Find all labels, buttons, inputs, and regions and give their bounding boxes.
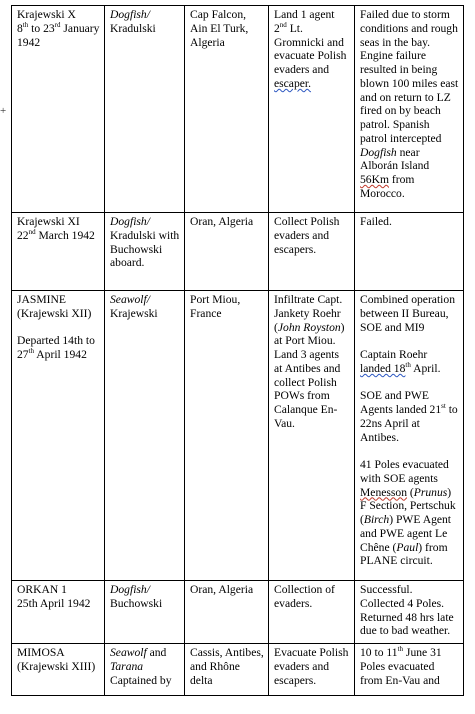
table-row [12,291,464,581]
result-cell: 10 to 11th June 31 Poles evacuated from En-Vau and [355,644,464,696]
objective-cell: Infiltrate Capt. Jankety Roehr (John Royston) at Port Miou. Land 3 agents at Antibes and collect Polish POWs from Calanque En-Vau. [269,291,355,581]
vessel-cell: Dogfish/ Buchowski [105,581,185,644]
vessel-cell: Seawolf/ Krajewski [105,291,185,581]
objective-cell: Evacuate Polish evaders and escapers. [269,644,355,696]
table-row [12,644,464,696]
operation-cell: JASMINE (Krajewski XII) Departed 14th to 27th April 1942 [12,291,105,581]
result-cell: Failed due to storm conditions and rough seas in the bay. Engine failure resulted in being blown 100 miles east and on return to LZ fired on by beach patrol. Spanish patrol intercepted Dogfish near Alborán Island 56Km from Morocco. [355,6,464,213]
table-row [12,6,464,213]
operation-cell: Krajewski XI 22nd March 1942 [12,213,105,291]
operation-cell: MIMOSA (Krajewski XIII) [12,644,105,696]
vessel-cell: Seawolf and Tarana Captained by [105,644,185,696]
objective-cell: Collection of evaders. [269,581,355,644]
objective-cell: Land 1 agent 2nd Lt. Gromnicki and evacuate Polish evaders and escaper. [269,6,355,213]
location-cell: Cap Falcon, Ain El Turk, Algeria [185,6,269,213]
objective-cell: Collect Polish evaders and escapers. [269,213,355,291]
vessel-cell: Dogfish/ Kradulski [105,6,185,213]
operations-table [11,5,464,696]
table-row [12,213,464,291]
result-cell: Combined operation between II Bureau, SOE and MI9 Captain Roehr landed 18th April. SOE and PWE Agents landed 21st to 22ns April at Antibes. 41 Poles evacuated with SOE agents Menesson (Prunus) F Section, Pertschuk (Birch) PWE Agent and PWE agent Le Chêne (Paul) from PLANE circuit. [355,291,464,581]
location-cell: Port Miou, France [185,291,269,581]
result-cell: Successful. Collected 4 Poles. Returned 48 hrs late due to bad weather. [355,581,464,644]
location-cell: Oran, Algeria [185,581,269,644]
operation-cell: Krajewski X 8th to 23rd January 1942 [12,6,105,213]
operation-cell: ORKAN 1 25th April 1942 [12,581,105,644]
vessel-cell: Dogfish/ Kradulski with Buchowski aboard. [105,213,185,291]
table-row [12,581,464,644]
margin-marker: + [0,105,7,117]
location-cell: Oran, Algeria [185,213,269,291]
location-cell: Cassis, Antibes, and Rhône delta [185,644,269,696]
result-cell: Failed. [355,213,464,291]
